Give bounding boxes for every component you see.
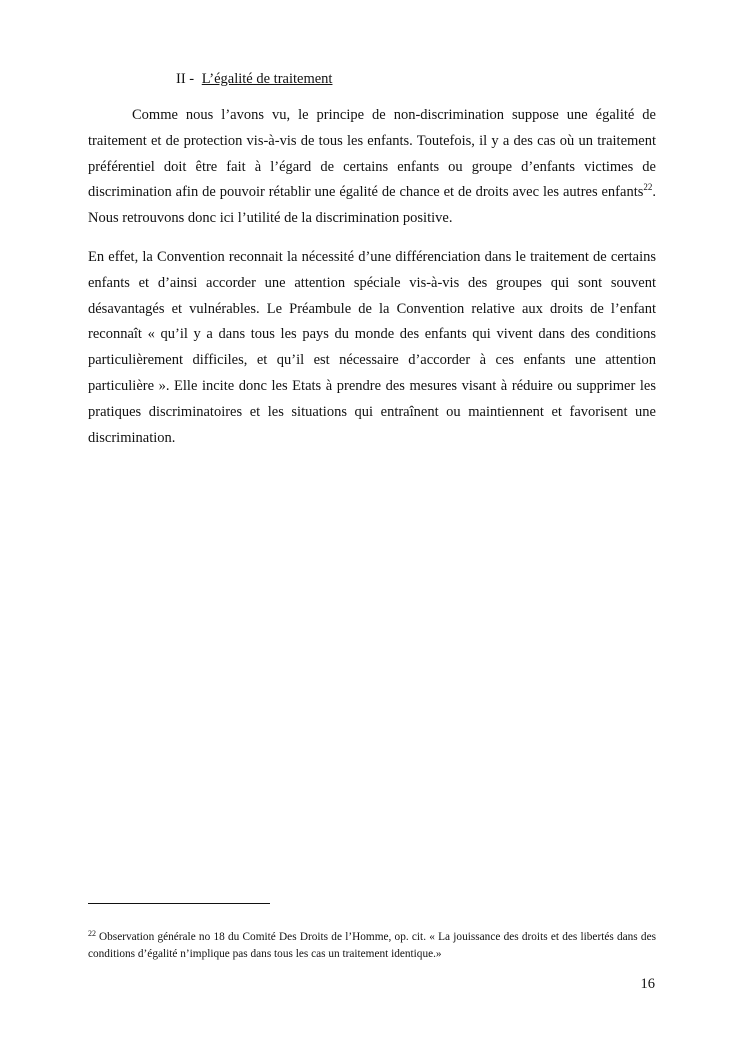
section-heading xyxy=(176,69,332,89)
paragraph-1-text-end: . Nous retrouvons donc ici l’utilité de la discrimination positive. xyxy=(88,184,656,227)
body-paragraph-1 xyxy=(88,103,656,232)
section-title: L’égalité de traitement xyxy=(201,71,333,87)
section-number: II - xyxy=(176,71,195,87)
footnote xyxy=(88,929,656,963)
page-number: 16 xyxy=(640,976,655,992)
body-paragraph-2: En effet, la Convention reconnait la nécessité d’une différenciation dans le traitement de certains enfants et d’ainsi accorder une attention spéciale vis-à-vis des groupes qui sont souvent désavantagés et vulnérables. Le Préambule de la Convention relative aux droits de l’enfant reconnaît « qu’il y a dans tous les pays du monde des enfants qui vivent dans des conditions particulièrement difficiles, et qu’il est nécessaire d’accorder à ces enfants une attention particulière ». Elle incite donc les Etats à prendre des mesures visant à réduire ou supprimer les pratiques discriminatoires et les situations qui entraînent ou maintiennent et favorisent une discrimination. xyxy=(88,249,656,446)
footnote-separator xyxy=(88,903,270,904)
footnote-reference: 22 xyxy=(643,182,653,193)
footnote-number: 22 xyxy=(88,929,96,938)
paragraph-1-text: Comme nous l’avons vu, le principe de non-discrimination suppose une égalité de traitement et de protection vis-à-vis de tous les enfants. Toutefois, il y a des cas où un traitement préférentiel doit être fait à l’égard de certains enfants ou groupe d’enfants victimes de discrimination afin de pouvoir rétablir une égalité de chance et de droits avec les autres enfants xyxy=(88,107,656,201)
footnote-text: Observation générale no 18 du Comité Des Droits de l’Homme, op. cit. « La jouissance des droits et des libertés dans des conditions d’égalité n’implique pas dans tous les cas un traitement identique.» xyxy=(88,931,656,960)
